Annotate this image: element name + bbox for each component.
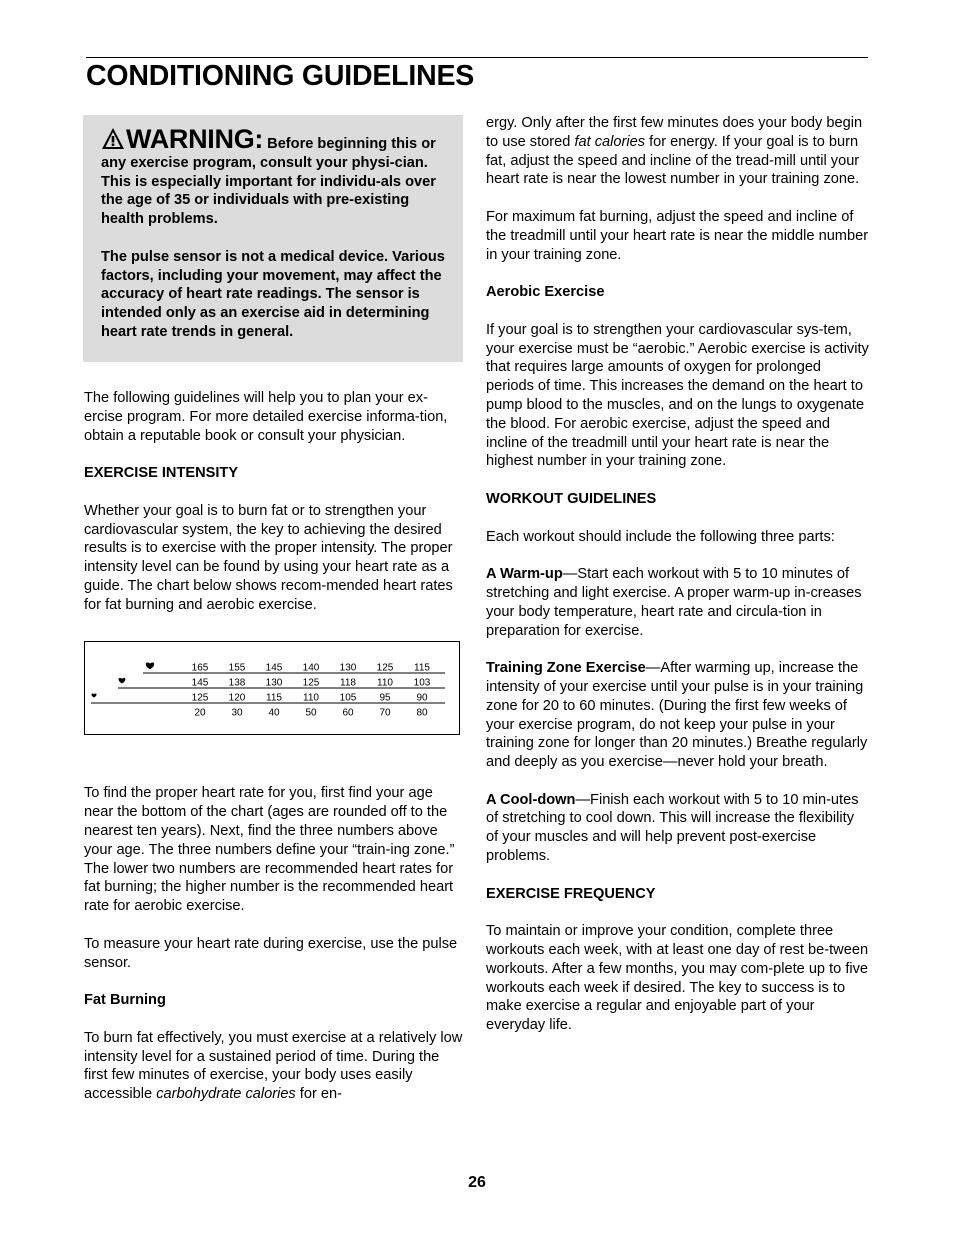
- heart-rate-value: 165: [191, 662, 209, 674]
- exercise-intensity-heading: EXERCISE INTENSITY: [84, 465, 239, 482]
- age-label: 20: [194, 707, 206, 719]
- heart-rate-value: 110: [377, 677, 393, 689]
- heart-rate-value: 140: [302, 662, 320, 674]
- exercise-frequency-paragraph: To maintain or improve your condition, complete three workouts each week, with at least one day of rest be-tween workouts. After a few months, you may com-plete up to five workouts each week if desired. The key to success is to make exercise a regular and enjoyable part of your everyday life.: [486, 923, 869, 1034]
- heart-rate-chart-svg: [85, 642, 461, 736]
- pulse-sensor-note: The pulse sensor is not a medical device. Various factors, including your movement, may affect the accuracy of heart rate readings. The sensor is intended only as an exercise aid in determining heart rate trends in general.: [101, 248, 445, 340]
- cool-down-label: A Cool-down: [486, 791, 576, 808]
- heart-rate-value: 125: [376, 662, 394, 674]
- carbohydrate-calories-term: carbohydrate calories: [156, 1086, 296, 1103]
- energy-paragraph: [486, 114, 870, 189]
- heart-icon: [146, 662, 154, 669]
- left-column: [84, 389, 466, 1123]
- heart-rate-value: 115: [266, 692, 282, 704]
- heart-rate-value: 138: [228, 677, 246, 689]
- training-zone-text: —After warming up, increase the intensity of your exercise until your pulse is in your training zone for 20 to 60 minutes. (During the first few weeks of your exercise program, do not keep your pulse in your training zone for longer than 20 minutes.) Breathe regularly and deeply as you exercise—never hold your breath.: [486, 660, 868, 771]
- exercise-frequency-heading: EXERCISE FREQUENCY: [486, 885, 656, 902]
- heart-rate-value: 90: [416, 692, 428, 704]
- energy-text: ergy. Only after the first few minutes does your body begin to use stored: [486, 115, 863, 150]
- warm-up-text: —Start each workout with 5 to 10 minutes of stretching and light exercise. A proper warm-up in-creases your body temperature, heart rate and circula-tion in preparation for exercise.: [486, 566, 862, 639]
- heart-rate-value: 95: [379, 692, 391, 704]
- heart-rate-value: 103: [413, 677, 431, 689]
- intro-paragraph: The following guidelines will help you to plan your ex-ercise program. For more detailed exercise informa-tion, obtain a reputable book or consult your physician.: [84, 390, 448, 444]
- heart-rate-chart: [84, 641, 460, 735]
- heart-rate-value: 115: [414, 662, 430, 674]
- warning-content: [101, 124, 451, 361]
- age-label: 30: [231, 707, 243, 719]
- heart-rate-value: 120: [228, 692, 246, 704]
- heart-rate-value: 130: [265, 677, 283, 689]
- age-label: 50: [305, 707, 317, 719]
- warm-up-paragraph: [486, 565, 870, 640]
- heart-rate-value: 125: [191, 692, 209, 704]
- training-zone-label: Training Zone Exercise: [486, 660, 646, 677]
- age-label: 40: [268, 707, 280, 719]
- heart-rate-value: 118: [340, 677, 356, 689]
- heart-rate-value: 155: [228, 662, 246, 674]
- aerobic-exercise-heading: Aerobic Exercise: [486, 284, 605, 301]
- heart-icon: [119, 678, 126, 684]
- heart-rate-value: 145: [265, 662, 283, 674]
- fat-burning-heading: Fat Burning: [84, 992, 166, 1009]
- energy-text-end: for energy. If your goal is to burn fat, adjust the speed and incline of the tread-mill until your heart rate is near the lowest number in your training zone.: [486, 133, 860, 188]
- page-title: CONDITIONING GUIDELINES: [86, 60, 475, 92]
- warning-paragraph: [101, 124, 451, 229]
- measure-paragraph: To measure your heart rate during exercise, use the pulse sensor.: [84, 935, 458, 971]
- workout-intro-paragraph: Each workout should include the following three parts:: [486, 528, 835, 545]
- warning-word: WARNING:: [126, 124, 264, 154]
- age-label: 80: [416, 707, 428, 719]
- right-column: [486, 114, 870, 1054]
- fat-calories-term: fat calories: [574, 133, 646, 150]
- aerobic-exercise-paragraph: If your goal is to strengthen your cardiovascular sys-tem, your exercise must be “aerobic.” Aerobic exercise is activity that requires large amounts of oxygen for prolonged periods of time. This increases the demand on the heart to pump blood to the muscles, and on the lungs to oxygenate the blood. For aerobic exercise, adjust the speed and incline of the treadmill until your heart rate is near the highest number in your training zone.: [486, 321, 869, 470]
- age-label: 70: [379, 707, 391, 719]
- find-heart-rate-paragraph: To find the proper heart rate for you, first find your age near the bottom of the chart (ages are rounded off to the nearest ten years). Next, find the three numbers above your age. The three numbers define your “train-ing zone.” The lower two numbers are recommended heart rates for fat burning; the higher number is the recommended heart rate for aerobic exercise.: [84, 785, 455, 915]
- heart-rate-value: 125: [302, 677, 320, 689]
- heart-rate-value: 110: [303, 692, 319, 704]
- workout-guidelines-heading: WORKOUT GUIDELINES: [486, 490, 657, 507]
- fat-burning-paragraph: [84, 1029, 466, 1104]
- warning-lead-text: Before beginning this or any exercise program, consult your physi-cian. This is especially important for individu-als over the age of 35 or individuals with pre-existing health problems.: [101, 136, 436, 228]
- heart-rate-value: 105: [339, 692, 357, 704]
- heart-rate-value: 130: [339, 662, 357, 674]
- warning-heading: [101, 124, 263, 154]
- training-zone-paragraph: [486, 659, 870, 772]
- heart-icon: [91, 693, 96, 697]
- warm-up-label: A Warm-up: [486, 566, 563, 583]
- age-label: 60: [342, 707, 354, 719]
- heart-rate-value: 145: [191, 677, 209, 689]
- page-number: 26: [468, 1174, 486, 1191]
- warning-triangle-icon: [101, 127, 125, 150]
- cool-down-paragraph: [486, 791, 870, 866]
- top-rule: [86, 57, 868, 58]
- max-fat-burning-paragraph: For maximum fat burning, adjust the speed and incline of the treadmill until your heart rate is near the middle number in your training zone.: [486, 208, 869, 263]
- warning-box: [83, 115, 463, 362]
- fat-burning-text-end: for en-: [299, 1086, 342, 1103]
- fat-burning-text: To burn fat effectively, you must exercise at a relatively low intensity level for a sustained period of time. During the first few minutes of exercise, your body uses easily accessible: [84, 1029, 463, 1103]
- exercise-intensity-paragraph: Whether your goal is to burn fat or to strengthen your cardiovascular system, the key to achieving the desired results is to exercise with the proper intensity. The proper intensity level can be found by using your heart rate as a guide. The chart below shows recom-mended heart rates for fat burning and aerobic exercise.: [84, 502, 453, 613]
- cool-down-text: —Finish each workout with 5 to 10 min-utes of stretching to cool down. This will increase the flexibility of your muscles and will help prevent post-exercise problems.: [486, 791, 859, 865]
